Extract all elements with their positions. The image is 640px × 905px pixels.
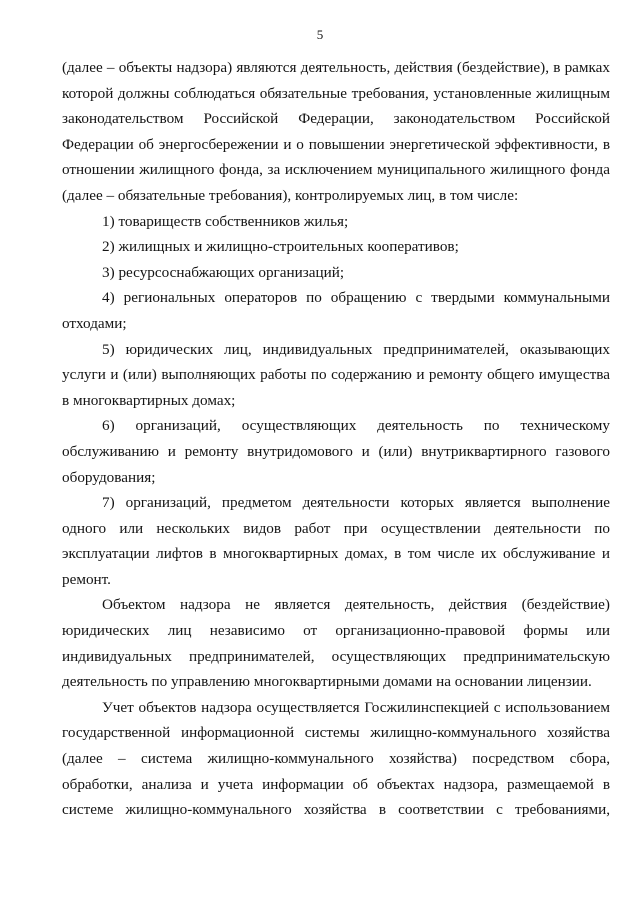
list-item-housing-cooperatives: 2) жилищных и жилищно-строительных кооперативов;	[102, 238, 459, 256]
document-body	[62, 55, 610, 823]
paragraph-accounting-of-objects: Учет объектов надзора осуществляется Госжилинспекцией с использованием государственной информационной системы жилищно-коммунального хозяйства (далее – система жилищно-коммунального хозяйства) посредством сбора, обработки, анализа и учета информации об объектах надзора, размещаемой в системе жилищно-коммунального хозяйства в соответствии с требованиями,	[62, 698, 610, 819]
list-item-gas-equipment-organizations: 6) организаций, осуществляющих деятельность по техническому обслуживанию и ремонту внутридомового и (или) внутриквартирного газового оборудования;	[62, 417, 610, 486]
list-item-legal-entities-services: 5) юридических лиц, индивидуальных предпринимателей, оказывающих услуги и (или) выполняющих работы по содержанию и ремонту общего имущества в многоквартирных домах;	[62, 340, 610, 409]
paragraph-objects-of-supervision: (далее – объекты надзора) являются деятельность, действия (бездействие), в рамках которой должны соблюдаться обязательные требования, установленные жилищным законодательством Российской Федерации, законодательством Российской Федерации об энергосбережении и о повышении энергетической эффективности, в отношении жилищного фонда, за исключением муниципального жилищного фонда (далее – обязательные требования), контролируемых лиц, в том числе:	[62, 59, 610, 204]
list-item-homeowners-associations: 1) товариществ собственников жилья;	[102, 212, 349, 230]
paragraph-not-object-of-supervision: Объектом надзора не является деятельность, действия (бездействие) юридических лиц независимо от организационно-правовой формы или индивидуальных предпринимателей, осуществляющих предпринимательскую деятельность по управлению многоквартирными домами на основании лицензии.	[62, 596, 610, 691]
list-item-elevator-organizations: 7) организаций, предметом деятельности которых является выполнение одного или нескольких видов работ при осуществлении деятельности по эксплуатации лифтов в многоквартирных домах, в том числе их обслуживание и ремонт.	[62, 494, 610, 588]
list-item-resource-supply-organizations: 3) ресурсоснабжающих организаций;	[102, 263, 345, 281]
page-number: 5	[316, 27, 324, 42]
list-item-regional-waste-operators: 4) региональных операторов по обращению с твердыми коммунальными отходами;	[62, 289, 610, 332]
